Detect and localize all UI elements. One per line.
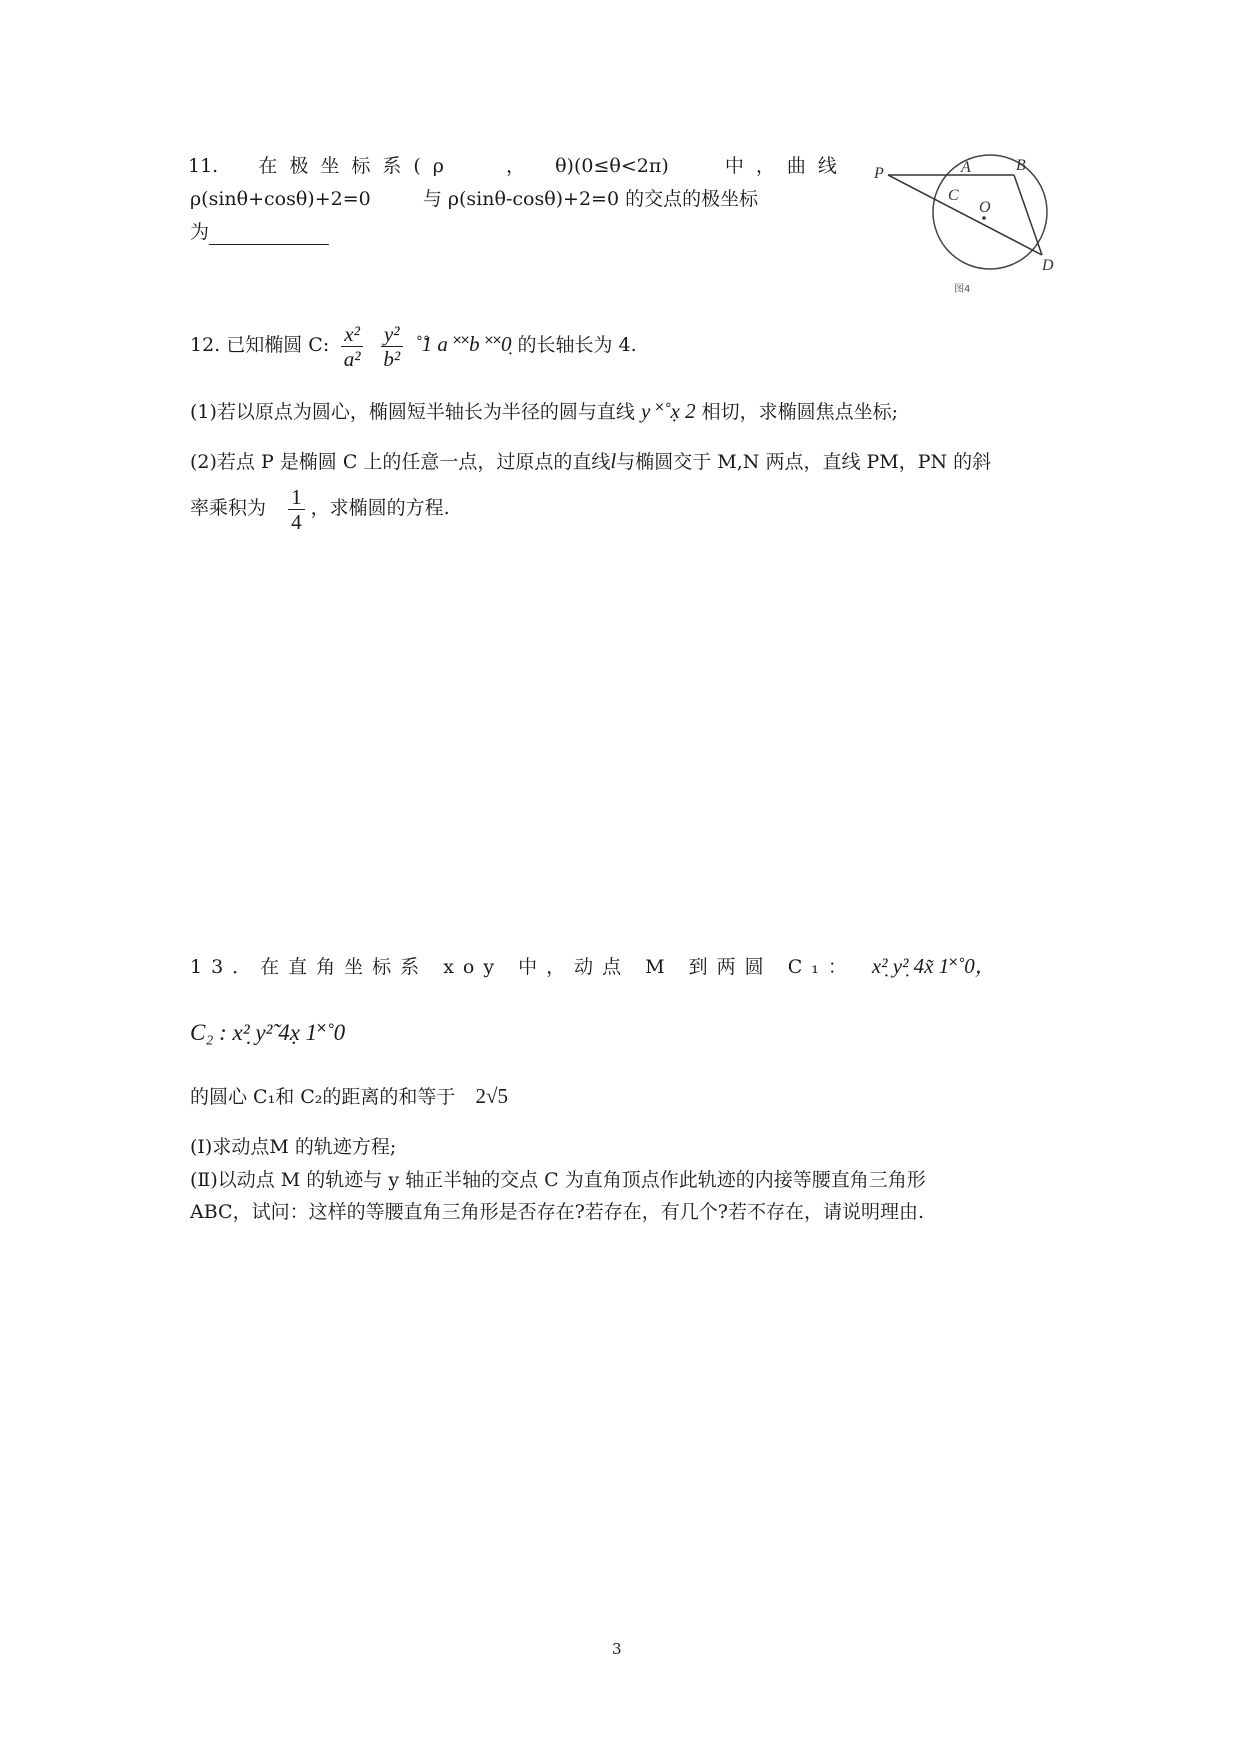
label-c: C	[948, 187, 959, 204]
q12-line-equation: y ˟˚x̣ 2	[640, 399, 696, 423]
fraction-quarter: $\frac{1}{4}$	[288, 485, 305, 534]
q11-text-2: 与 ρ(sinθ-cosθ)+2=0 的交点的极坐标	[422, 188, 759, 210]
q12-intro: 12. 已知椭圆 C:	[190, 334, 330, 356]
label-o: O	[979, 199, 991, 216]
q11-line-1	[188, 153, 849, 179]
q13-distance-value: 2√5	[475, 1084, 508, 1108]
label-p: P	[874, 165, 884, 182]
page-number: 3	[612, 1640, 622, 1658]
q12-part-2-cont: 率乘积为 $\frac{1}{4}$ ，求椭圆的方程.	[190, 484, 450, 534]
q11-number: 11.	[188, 155, 219, 177]
q13-part-2-cont: ABC，试问：这样的等腰直角三角形是否存在?若存在，有几个?若不存在，请说明理由.	[190, 1201, 924, 1223]
q11-text-1d: 中，曲线	[724, 155, 849, 177]
q13-part-1: (I)求动点M 的轨迹方程;	[190, 1136, 397, 1158]
geometry-figure	[868, 152, 1078, 300]
fraction-x-over-a: $\frac{\text{x²}}{\text{a²}}$	[341, 322, 363, 371]
q12-condition: ˚̊1 a ˟˟b ˟˟0̣	[414, 332, 512, 356]
q11-text-1c: θ)(0≤θ<2π)	[555, 155, 669, 177]
center-point	[982, 216, 986, 220]
q11-equation-1: ρ(sinθ+cosθ)+2=0	[190, 188, 371, 210]
q13-part-2: (Ⅱ)以动点 M 的轨迹与 y 轴正半轴的交点 C 为直角顶点作此轨迹的内接等腰直角三角形	[190, 1169, 926, 1191]
q11-text-1a: 在极坐标系(ρ	[258, 155, 456, 177]
q11-text-3: 为	[190, 221, 210, 243]
q13-line-2	[190, 1020, 345, 1047]
q13-circle-c1: x²̣ y²̣ 4x̃ 1˟˚0，	[871, 954, 996, 978]
q13-line-1	[190, 953, 996, 980]
fraction-y-over-b: $\frac{\text{y²}}{\text{b²}}$	[381, 322, 403, 371]
q12-part-1: (1)若以原点为圆心，椭圆短半轴长为半径的圆与直线 y ˟˚x̣ 2 相切，求椭圆焦点坐标;	[190, 399, 899, 423]
q11-text-1b: ，	[506, 155, 526, 177]
q13-line-3: 的圆心 C₁和 C₂的距离的和等于 2√5	[190, 1084, 508, 1108]
answer-blank	[209, 224, 329, 245]
line-l: l	[610, 449, 617, 473]
q12-line-1	[190, 320, 637, 371]
q12-tail: 的长轴长为 4.	[517, 334, 637, 356]
label-a: A	[961, 159, 971, 176]
q12-part-2: (2)若点 P 是椭圆 C 上的任意一点，过原点的直线l与椭圆交于 M,N 两点，直线 PM，PN 的斜	[190, 449, 992, 473]
q13-intro: 13．在直角坐标系 xoy 中，动点 M 到两圆 C₁：	[190, 956, 856, 978]
q13-circle-c2: C₂ : x²̣ y²̃ 4x̣ 1˟˚0	[190, 1020, 346, 1045]
label-b: B	[1016, 157, 1026, 174]
label-d: D	[1042, 257, 1054, 274]
figure-caption: 图4	[954, 284, 971, 295]
q11-line-3	[190, 219, 329, 245]
q11-line-2	[190, 186, 758, 212]
